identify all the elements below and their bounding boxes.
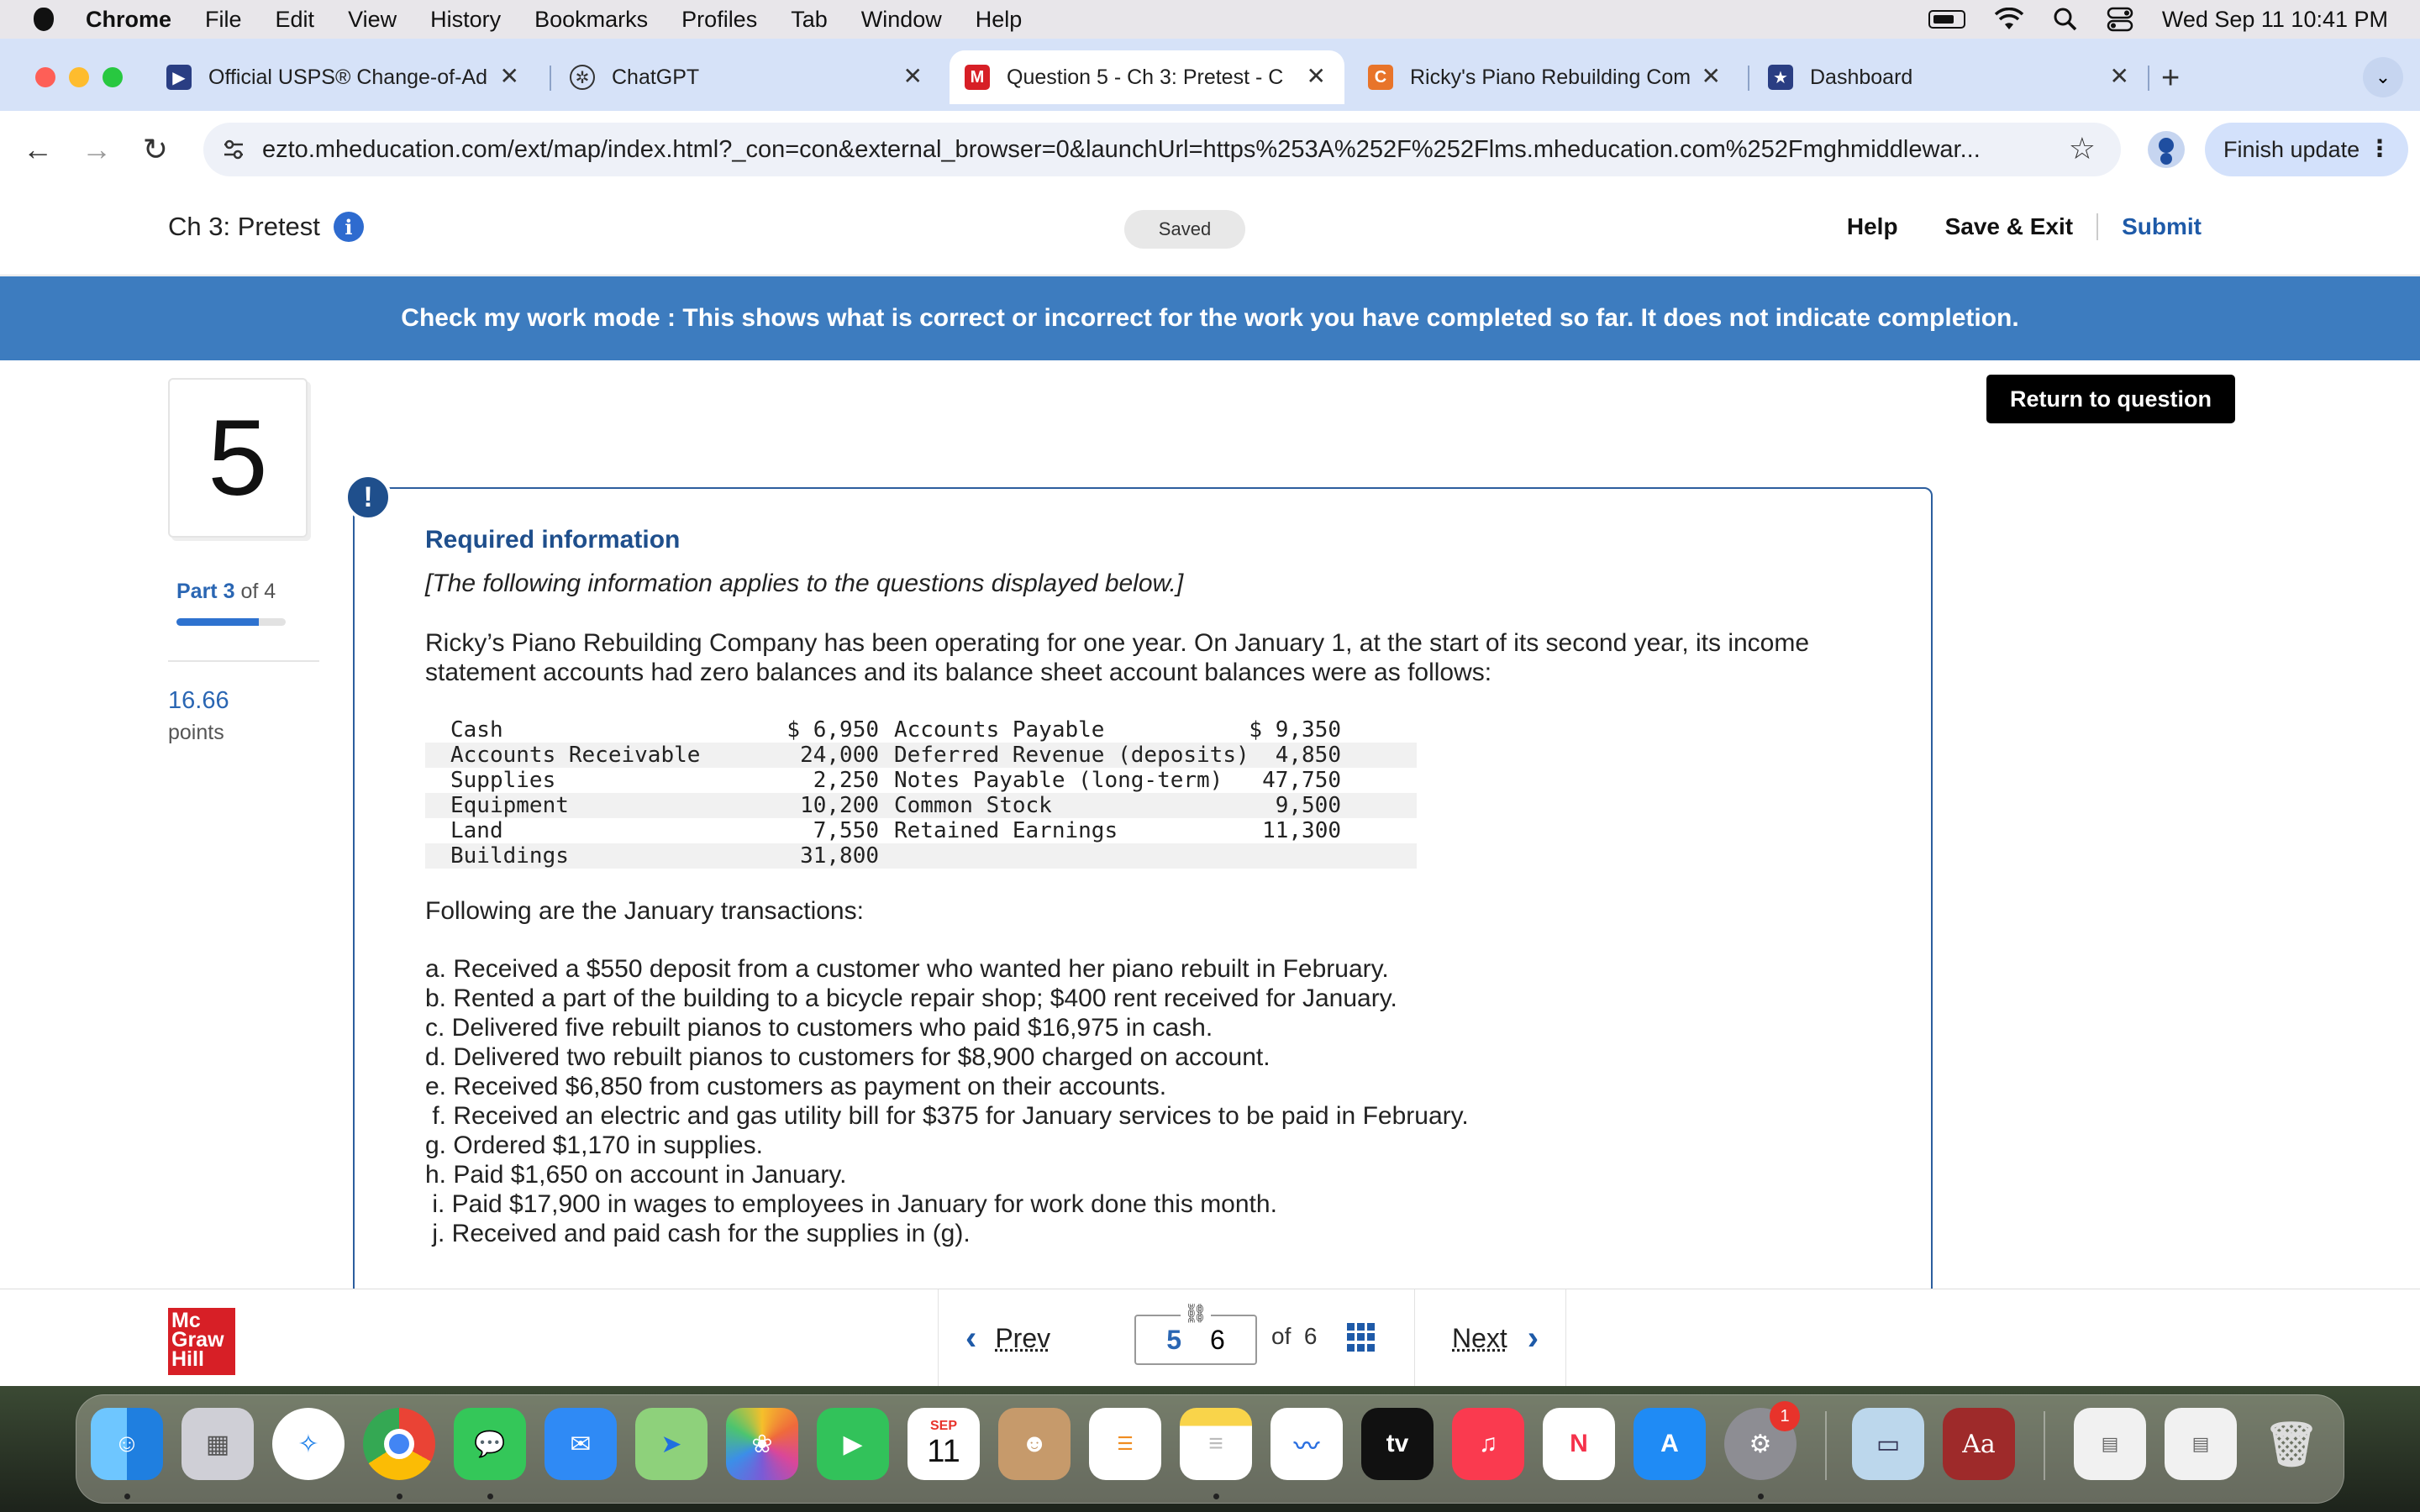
chatgpt-icon: ✲ [570,65,595,90]
preview-icon[interactable]: ▭ [1852,1408,1924,1480]
close-window-button[interactable] [35,67,55,87]
account-balance: 11,300 [1262,818,1341,843]
list-item: b. Rented a part of the building to a bicycle repair shop; $400 rent received for January. [425,984,1397,1012]
dock-separator [1825,1411,1827,1480]
notes-icon[interactable]: ≡ [1180,1408,1252,1480]
chegg-favicon: C [1368,65,1393,90]
table-row [425,818,1417,843]
of-label: of [1271,1323,1292,1349]
part-indicator [176,580,276,604]
apple-icon[interactable] [34,8,54,31]
account-name: Deferred Revenue (deposits) [894,743,1249,768]
close-icon[interactable]: ✕ [499,63,519,89]
url-text: ezto.mheducation.com/ext/map/index.html?_con=con&external_browser=0&launchUrl=https%253A%252F%252Flms.mheducation.com%252Fmghmiddlewar... [262,135,1981,163]
news-icon[interactable]: N [1543,1408,1615,1480]
account-name [879,843,1207,869]
question-intro: Ricky’s Piano Rebuilding Company has been operating for one year. On January 1, at the start of its second year, its income statement accounts had zero balances and its balance sheet account balances were as follows: [425,629,1810,686]
list-item: c. Delivered five rebuilt pianos to customers who paid $16,975 in cash. [425,1014,1213,1042]
next-button[interactable] [1414,1289,1539,1386]
transactions-list [425,954,1870,1248]
return-to-question-button[interactable]: Return to question [1986,375,2235,423]
account-name: Land [450,818,503,843]
account-name: Supplies [450,768,556,793]
menu-tab[interactable]: Tab [791,6,828,32]
chevron-left-icon: ‹ [965,1319,977,1357]
pager [938,1289,1566,1386]
menu-view[interactable]: View [348,6,397,32]
mcgraw-hill-logo: Mc Graw Hill [168,1308,235,1375]
menu-history[interactable]: History [430,6,502,32]
account-name: Cash [450,717,503,743]
tab-title: ChatGPT [612,65,700,89]
account-balance: 2,250 [813,768,879,793]
close-icon[interactable]: ✕ [902,63,923,89]
webpage [0,188,2420,1386]
question-content [425,526,1870,1248]
table-row [425,793,1417,818]
forward-icon[interactable]: → [82,132,112,166]
menu-profiles[interactable]: Profiles [681,6,758,32]
system-settings-icon[interactable]: ⚙ [1724,1408,1797,1480]
app-store-icon[interactable]: A [1634,1408,1706,1480]
spotlight-search-icon[interactable] [2053,7,2078,32]
list-item: e. Received $6,850 from customers as payment on their accounts. [425,1073,1167,1100]
document-stack-icon[interactable]: ▤ [2074,1408,2146,1480]
account-balance: 4,850 [1275,743,1341,768]
part-of: of 4 [240,580,276,603]
list-item: h. Paid $1,650 on account in January. [425,1161,847,1189]
menu-app-chrome[interactable]: Chrome [86,6,172,32]
menu-bookmarks[interactable]: Bookmarks [534,6,649,32]
contacts-icon[interactable]: ☻ [998,1408,1071,1480]
chevron-right-icon: › [1527,1319,1539,1357]
assignment-header [0,188,2420,276]
close-icon[interactable]: ✕ [1701,63,1721,89]
tab-title: Official USPS® Change-of-Ad [208,65,487,89]
tab-question-5[interactable] [950,50,1344,104]
running-indicator [397,1494,402,1499]
required-information-heading: Required information [425,526,681,554]
account-balance: 31,800 [800,843,879,869]
account-name: Accounts Receivable [450,743,701,768]
notification-badge: 1 [1770,1401,1800,1431]
account-balance: 9,500 [1275,793,1341,818]
menu-help[interactable]: Help [975,6,1023,32]
tab-separator [550,66,551,91]
menu-edit[interactable]: Edit [275,6,315,32]
star-icon: ★ [1768,65,1793,90]
photos-icon[interactable]: ❀ [726,1408,798,1480]
calendar-icon[interactable] [908,1408,980,1480]
divider [168,660,319,662]
dictionary-label: Aa [1962,1429,1996,1459]
menubar-clock[interactable]: Wed Sep 11 10:41 PM [2161,6,2388,32]
table-row [425,843,1417,869]
back-icon[interactable]: ← [23,132,53,166]
chrome-icon[interactable] [363,1408,435,1480]
question-navigation-footer [0,1289,2420,1386]
grid-view-icon[interactable] [1347,1323,1376,1352]
trash-icon[interactable]: 🗑 [2263,1420,2319,1469]
page-input[interactable]: 6 [1210,1324,1225,1355]
prev-label: Prev [995,1322,1051,1353]
info-icon[interactable]: i [334,212,364,242]
messages-icon[interactable]: 💬 [454,1408,526,1480]
kebab-menu-icon[interactable]: ⋮ [2368,135,2391,161]
window-controls [35,67,123,87]
next-label: Next [1452,1322,1507,1353]
dock-separator [2044,1411,2045,1480]
finish-update-button[interactable] [2205,123,2408,176]
submit-button[interactable]: Submit [2096,213,2225,240]
list-item: d. Delivered two rebuilt pianos to customers for $8,900 charged on account. [425,1043,1270,1071]
transactions-intro: Following are the January transactions: [425,897,864,925]
tab-strip [0,39,2420,111]
account-balance [1207,843,1341,869]
battery-icon[interactable] [1928,10,1965,29]
close-icon[interactable]: ✕ [1306,63,1326,89]
finder-icon[interactable]: ☺ [91,1408,163,1480]
link-icon: ⛓ [1181,1303,1211,1325]
balance-table [425,717,1417,869]
points-value: 16.66 [168,687,229,714]
wifi-icon[interactable] [1994,8,2024,31]
tab-title: Dashboard [1810,65,1913,89]
question-number: 5 [168,378,308,538]
calendar-month: SEP [929,1418,957,1433]
safari-icon[interactable]: ✧ [272,1408,345,1480]
part-progress-bar [176,618,286,626]
alert-icon: ! [345,474,392,521]
prev-button[interactable] [939,1320,1050,1357]
site-info-icon[interactable] [222,138,245,161]
points-label: points [168,721,224,744]
running-indicator [1758,1494,1764,1499]
page-count [1271,1323,1318,1350]
maximize-window-button[interactable] [103,67,123,87]
freeform-icon[interactable]: 〰 [1270,1408,1343,1480]
reload-icon[interactable]: ↻ [142,132,169,166]
applies-note: [The following information applies to the questions displayed below.] [425,570,1184,597]
saved-status-badge: Saved [1124,210,1245,249]
address-bar[interactable] [203,123,2121,176]
list-item: a. Received a $550 deposit from a customer who wanted her piano rebuilt in February. [425,955,1389,983]
account-balance: 47,750 [1262,768,1341,793]
tab-dashboard[interactable] [1753,50,2148,104]
maps-icon[interactable]: ➤ [635,1408,708,1480]
account-balance: 7,550 [813,818,879,843]
chevron-down-icon[interactable]: ⌄ [2363,57,2403,97]
header-actions [1823,213,2225,240]
tab-usps[interactable] [151,50,538,104]
page-title: Ch 3: Pretest [168,212,320,241]
close-icon[interactable]: ✕ [2109,63,2129,89]
account-balance: 24,000 [800,743,879,768]
account-balance: 10,200 [800,793,879,818]
current-page: 5 [1166,1324,1181,1355]
mail-icon[interactable]: ✉ [544,1408,617,1480]
account-name: Retained Earnings [894,818,1118,843]
control-center-icon[interactable] [2107,7,2133,32]
total-pages: 6 [1303,1323,1318,1349]
calendar-day: 11 [927,1433,960,1469]
list-item: f. Received an electric and gas utility bill for $375 for January services to be paid in February. [425,1102,1469,1130]
table-row [425,743,1417,768]
account-name: Buildings [450,843,569,869]
finish-update-label: Finish update [2223,136,2360,162]
account-balance: $ 9,350 [1249,717,1341,743]
running-indicator [1213,1494,1219,1499]
profile-avatar[interactable] [2148,131,2185,168]
browser-toolbar [0,111,2420,188]
reminders-icon[interactable]: ☰ [1089,1408,1161,1480]
help-button[interactable]: Help [1846,213,1898,239]
table-row [425,717,1417,743]
part-label: Part 3 [176,580,235,603]
list-item: j. Received and paid cash for the supplies in (g). [425,1220,971,1247]
account-name: Common Stock [894,793,1052,818]
running-indicator [124,1494,130,1499]
list-item: g. Ordered $1,170 in supplies. [425,1131,763,1159]
tab-rickys-piano[interactable] [1353,50,1739,104]
tab-title: Question 5 - Ch 3: Pretest - C [1007,65,1284,89]
tab-title: Ricky's Piano Rebuilding Com [1410,65,1691,89]
assignment-title [168,212,364,242]
list-item: i. Paid $17,900 in wages to employees in January for work done this month. [425,1190,1277,1218]
usps-icon: ▶ [166,65,192,90]
menu-window[interactable]: Window [860,6,942,32]
account-name: Notes Payable (long-term) [894,768,1223,793]
account-name: Equipment [450,793,569,818]
minimize-window-button[interactable] [69,67,89,87]
tv-label: tv [1386,1430,1409,1457]
account-balance: $ 6,950 [786,717,879,743]
downloads-stack-icon[interactable]: ▤ [2165,1408,2237,1480]
mcgraw-hill-favicon: M [965,65,990,90]
bookmark-star-icon[interactable]: ☆ [2068,131,2096,165]
account-name: Accounts Payable [894,717,1105,743]
menu-file[interactable]: File [205,6,242,32]
running-indicator [487,1494,493,1499]
macos-menubar [0,0,2420,39]
apple-tv-icon[interactable] [1361,1408,1434,1480]
part-progress-fill [176,618,259,626]
tab-chatgpt[interactable] [555,50,941,104]
save-exit-button[interactable]: Save & Exit [1944,213,2074,239]
tab-separator [1748,66,1749,91]
launchpad-icon[interactable]: ▦ [182,1408,254,1480]
music-icon[interactable]: ♫ [1452,1408,1524,1480]
table-row [425,768,1417,793]
check-my-work-banner: Check my work mode : This shows what is correct or incorrect for the work you have completed so far. It does not indicate completion. [0,276,2420,360]
tab-separator [2148,66,2149,91]
facetime-icon[interactable]: ▶ [817,1408,889,1480]
dictionary-icon[interactable] [1943,1408,2015,1480]
new-tab-icon[interactable]: + [2161,60,2181,96]
